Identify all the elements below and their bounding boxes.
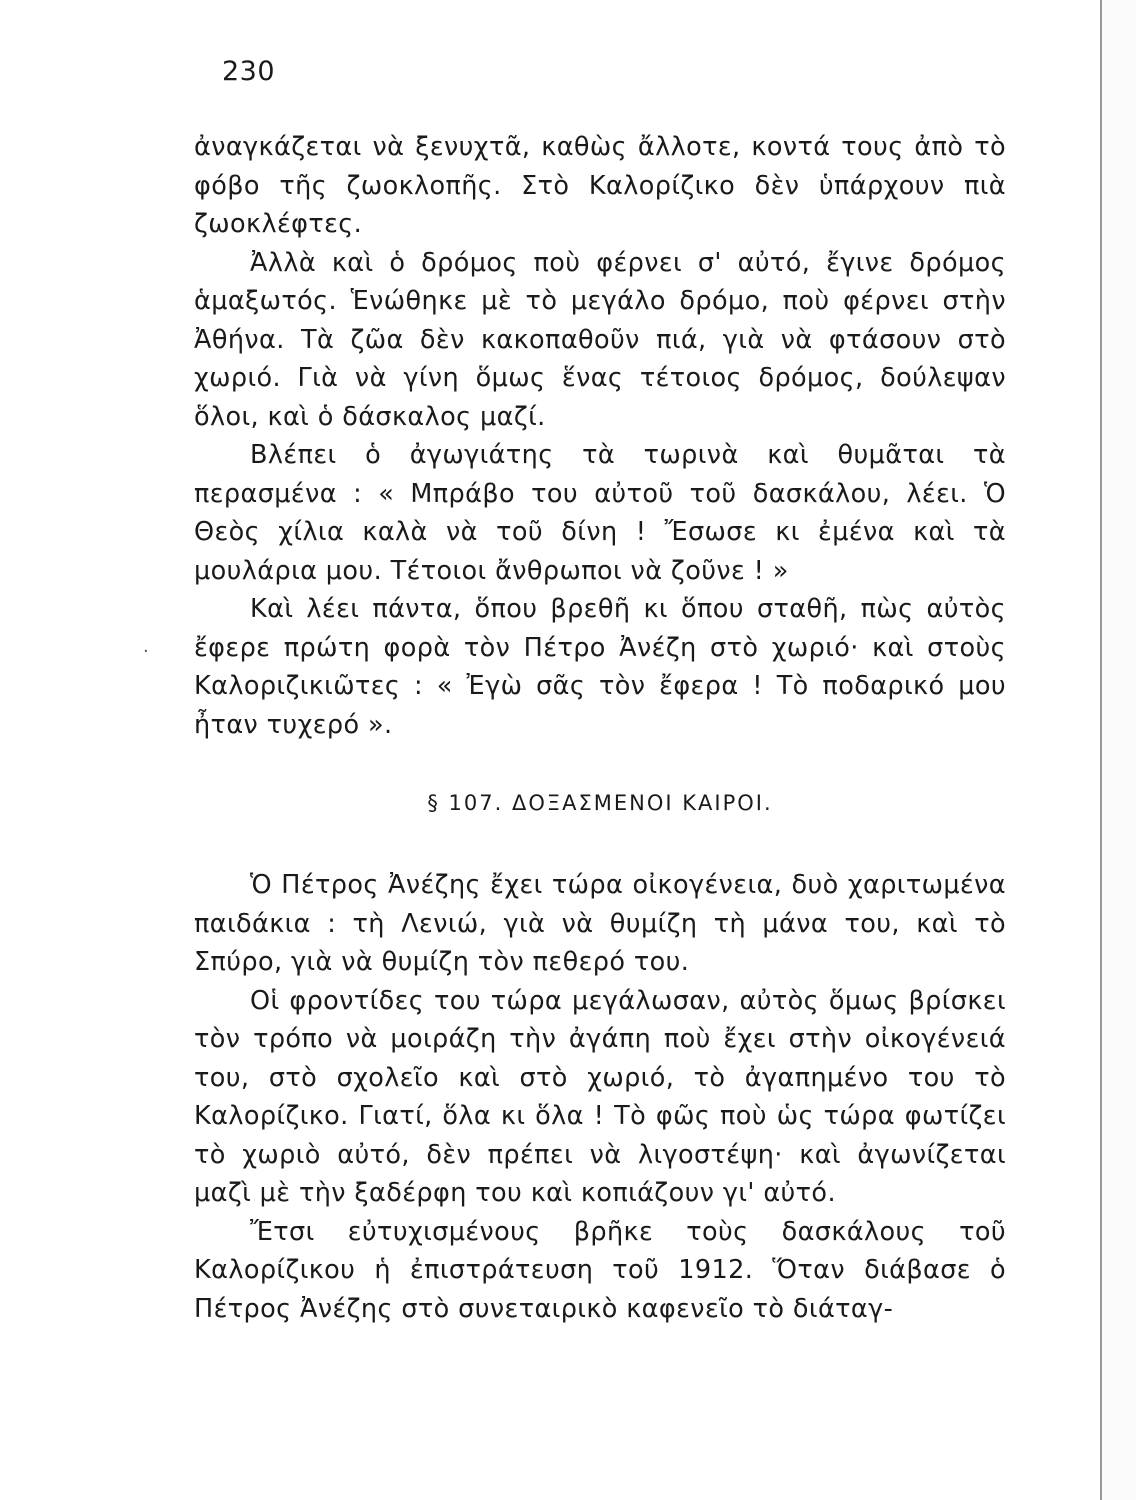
paragraph: Ἔτσι εὐτυχισμένους βρῆκε τοὺς δασκάλους τοῦ Καλορίζικου ἡ ἐπιστράτευση τοῦ 1912. Ὅταν διάβασε ὁ Πέτρος Ἀνέζης στὸ συνεταιρικὸ καφενεῖο τὸ διάταγ-	[194, 1216, 1006, 1324]
margin-dot-mark: ·	[143, 641, 149, 662]
paragraph: Ἀλλὰ καὶ ὁ δρόμος ποὺ φέρνει σ' αὐτό, ἔγινε δρόμος ἁμαξωτός. Ἑνώθηκε μὲ τὸ μεγάλο δρόμο, ποὺ φέρνει στὴν Ἀθήνα. Τὰ ζῶα δὲν κακοπαθοῦν πιά, γιὰ νὰ φτάσουν στὸ χωριό. Γιὰ νὰ γίνη ὅμως ἕνας τέτοιος δρόμος, δούλεψαν ὅλοι, καὶ ὁ δάσκαλος μαζί.	[194, 247, 1006, 432]
paragraph: Βλέπει ὁ ἀγωγιάτης τὰ τωρινὰ καὶ θυμᾶται τὰ περασμένα : « Μπράβο του αὐτοῦ τοῦ δασκάλου, λέει. Ὁ Θεὸς χίλια καλὰ νὰ τοῦ δίνη ! Ἔσωσε κι ἐμένα καὶ τὰ μουλάρια μου. Τέτοιοι ἄνθρωποι νὰ ζοῦνε ! »	[194, 440, 1006, 586]
text-block-before-heading	[194, 128, 1006, 744]
paragraph: Οἱ φροντίδες του τώρα μεγάλωσαν, αὐτὸς ὅμως βρίσκει τὸν τρόπο νὰ μοιράζη τὴν ἀγάπη ποὺ ἔχει στὴν οἰκογένειά του, στὸ σχολεῖο καὶ στὸ χωριό, τὸ ἀγαπημένο του τὸ Καλορίζικο. Γιατί, ὅλα κι ὅλα ! Τὸ φῶς ποὺ ὡς τώρα φωτίζει τὸ χωριὸ αὐτό, δὲν πρέπει νὰ λιγοστέψη· καὶ ἀγωνίζεται μαζὶ μὲ τὴν ξαδέρφη του καὶ κοπιάζουν γι' αὐτό.	[194, 985, 1006, 1208]
page-margin-strip	[1102, 0, 1136, 1500]
section-heading: § 107. ΔΟΞΑΣΜΕΝΟΙ ΚΑΙΡΟΙ.	[427, 791, 773, 815]
page-edge-line	[1100, 0, 1102, 1500]
text-block-section-107	[194, 866, 1006, 1328]
paragraph: Ὁ Πέτρος Ἀνέζης ἔχει τώρα οἰκογένεια, δυὸ χαριτωμένα παιδάκια : τὴ Λενιώ, γιὰ νὰ θυμίζη τὴ μάνα του, καὶ τὸ Σπύρο, γιὰ νὰ θυμίζη τὸν πεθερό του.	[194, 870, 1006, 977]
paragraph: ἀναγκάζεται νὰ ξενυχτᾶ, καθὼς ἄλλοτε, κοντά τους ἀπὸ τὸ φόβο τῆς ζωοκλοπῆς. Στὸ Καλορίζικο δὲν ὑπάρχουν πιὰ ζωοκλέφτες.	[194, 132, 1006, 239]
paragraph: Καὶ λέει πάντα, ὅπου βρεθῆ κι ὅπου σταθῆ, πὼς αὐτὸς ἔφερε πρώτη φορὰ τὸν Πέτρο Ἀνέζη στὸ χωριό· καὶ στοὺς Καλοριζικιῶτες : « Ἐγὼ σᾶς τὸν ἔφερα ! Τὸ ποδαρικό μου ἦταν τυχερό ».	[194, 594, 1006, 740]
page-number: 230	[222, 56, 276, 87]
